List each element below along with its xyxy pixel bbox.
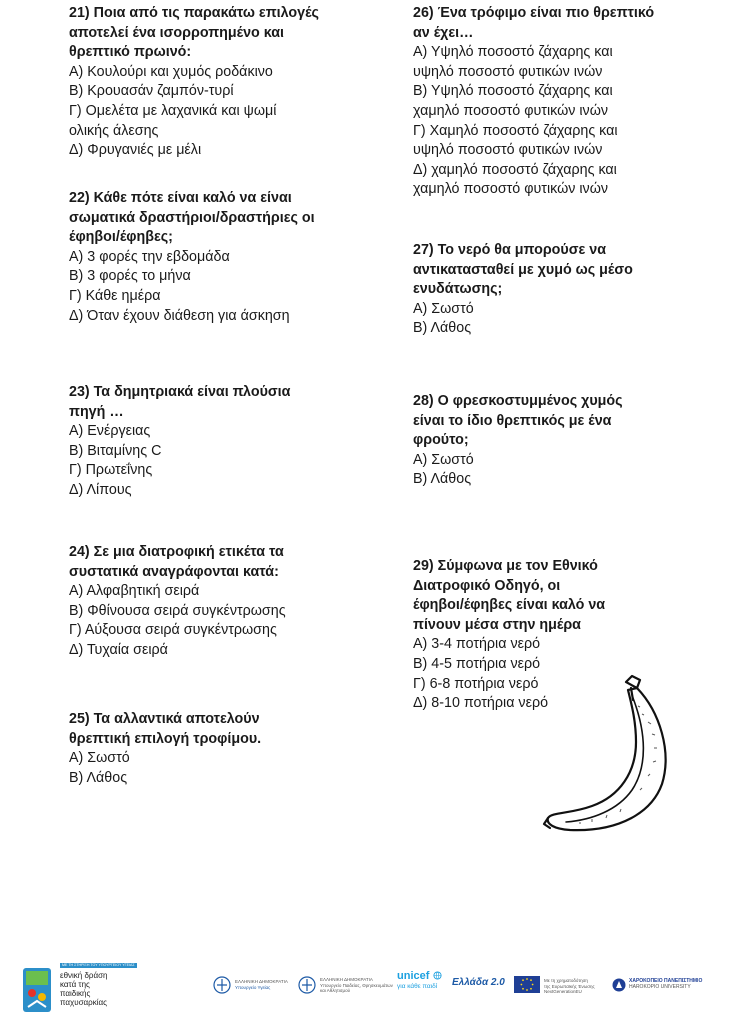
answer-option: Δ) Φρυγανιές με μέλι bbox=[69, 142, 202, 159]
logo-text: Υπουργείο Παιδείας, Θρησκευμάτων bbox=[320, 982, 393, 988]
answer-option: Β) Φθίνουσα σειρά συγκέντρωσης bbox=[69, 602, 286, 619]
unicef-logo bbox=[397, 970, 447, 1000]
greece-2-0-logo bbox=[452, 977, 514, 993]
logo-text: ΧΑΡΟΚΟΠΕΙΟ ΠΑΝΕΠΙΣΤΗΜΙΟ bbox=[629, 978, 703, 984]
logo-text: HAROKOPIO UNIVERSITY bbox=[629, 983, 691, 990]
question-26 bbox=[413, 4, 713, 200]
logo-text: NextGenerationEU bbox=[544, 989, 582, 994]
answer-option: ολικής άλεσης bbox=[69, 122, 159, 139]
question-title: είναι το ίδιο θρεπτικός με ένα bbox=[413, 412, 612, 429]
question-title: αποτελεί ένα ισορροπημένο και bbox=[69, 24, 284, 41]
program-line: παχυσαρκίας bbox=[60, 998, 107, 1007]
answer-option: Β) Βιταμίνης C bbox=[69, 442, 162, 459]
ministry-health-logo bbox=[213, 975, 295, 997]
program-line: κατά της bbox=[60, 980, 90, 989]
answer-option: υψηλό ποσοστό φυτικών ινών bbox=[413, 63, 603, 80]
program-name bbox=[60, 971, 107, 1007]
answer-option: Γ) Πρωτεΐνης bbox=[69, 462, 153, 479]
answer-option: Γ) Ομελέτα με λαχανικά και ψωμί bbox=[69, 102, 277, 119]
question-title: αντικατασταθεί με χυμό ως μέσο bbox=[413, 261, 633, 278]
answer-option: Β) Λάθος bbox=[413, 471, 472, 488]
answer-option: Α) Κουλούρι και χυμός ροδάκινο bbox=[69, 63, 273, 80]
answer-option: Α) Αλφαβητική σειρά bbox=[69, 583, 200, 600]
question-title: 25) Τα αλλαντικά αποτελούν bbox=[69, 711, 260, 727]
globe-icon bbox=[433, 971, 442, 980]
footer-logos bbox=[0, 955, 743, 1024]
eu-funding-logo bbox=[514, 976, 604, 996]
banana-illustration bbox=[540, 672, 715, 842]
ministry-education-logo bbox=[298, 975, 393, 999]
question-title: 29) Σύμφωνα με τον Εθνικό bbox=[413, 558, 598, 574]
logo-text: ΕΛΛΗΝΙΚΗ ΔΗΜΟΚΡΑΤΙΑ bbox=[235, 979, 288, 984]
question-title: σωματικά δραστήριοι/δραστήριες οι bbox=[69, 209, 315, 226]
answer-option: Α) Σωστό bbox=[69, 750, 130, 767]
question-23 bbox=[69, 383, 369, 501]
question-title: φρούτο; bbox=[413, 432, 469, 449]
question-24 bbox=[69, 543, 369, 661]
question-title: θρεπτική επιλογή τροφίμου. bbox=[69, 730, 262, 747]
question-title: πηγή … bbox=[69, 403, 124, 420]
question-title: 22) Κάθε πότε είναι καλό να είναι bbox=[69, 190, 292, 206]
question-title: Διατροφικό Οδηγό, οι bbox=[413, 577, 561, 594]
question-title: 27) Το νερό θα μπορούσε να bbox=[413, 242, 606, 258]
answer-option: Β) 4-5 ποτήρια νερό bbox=[413, 655, 541, 672]
answer-option: Γ) Αύξουσα σειρά συγκέντρωσης bbox=[69, 622, 277, 639]
question-title: έφηβοι/έφηβες είναι καλό να bbox=[413, 597, 606, 614]
logo-text: Υπουργείο Υγείας bbox=[235, 984, 271, 990]
program-logo bbox=[22, 963, 135, 1015]
unicef-subtitle: για κάθε παιδί bbox=[397, 983, 438, 990]
answer-option: Α) 3 φορές την εβδομάδα bbox=[69, 248, 230, 265]
greek-emblem-icon bbox=[298, 976, 316, 994]
question-21 bbox=[69, 4, 369, 161]
unicef-wordmark: unicef bbox=[397, 970, 430, 982]
question-22 bbox=[69, 189, 369, 326]
greece-2-0-wordmark: Ελλάδα 2.0 bbox=[452, 977, 505, 988]
answer-option: Γ) Κάθε ημέρα bbox=[69, 287, 161, 304]
question-title: συστατικά αναγράφονται κατά: bbox=[69, 563, 279, 580]
logo-text: και Αθλητισμού bbox=[320, 988, 351, 993]
answer-option: Δ) Λίπους bbox=[69, 481, 132, 498]
question-title: 23) Τα δημητριακά είναι πλούσια bbox=[69, 384, 291, 400]
answer-option: Α) Υψηλό ποσοστό ζάχαρης και bbox=[413, 44, 613, 61]
answer-option: Α) Ενέργειας bbox=[69, 423, 151, 440]
logo-text: Με τη χρηματοδότηση bbox=[544, 978, 588, 983]
answer-option: χαμηλό ποσοστό φυτικών ινών bbox=[413, 181, 609, 198]
program-line: παιδικής bbox=[60, 989, 91, 998]
answer-option: Δ) χαμηλό ποσοστό ζάχαρης και bbox=[413, 161, 617, 178]
answer-option: υψηλό ποσοστό φυτικών ινών bbox=[413, 142, 603, 159]
harokopio-emblem-icon bbox=[612, 978, 626, 992]
answer-option: Α) Σωστό bbox=[413, 300, 474, 317]
program-tag: ΜΕ ΤΗ ΣΤΗΡΙΞΗ ΤΟΥ ΥΠΟΥΡΓΕΙΟΥ ΥΓΕΙΑΣ bbox=[62, 963, 135, 967]
question-title: 26) Ένα τρόφιμο είναι πιο θρεπτικό bbox=[413, 5, 655, 21]
answer-option: Δ) 8-10 ποτήρια νερό bbox=[413, 695, 549, 712]
program-emblem-icon bbox=[22, 967, 52, 1013]
question-title: αν έχει… bbox=[413, 24, 474, 41]
logo-text: ΕΛΛΗΝΙΚΗ ΔΗΜΟΚΡΑΤΙΑ bbox=[320, 977, 373, 982]
question-title: ενυδάτωσης; bbox=[413, 281, 503, 298]
answer-option: Γ) Χαμηλό ποσοστό ζάχαρης και bbox=[413, 122, 618, 139]
answer-option: Β) 3 φορές το μήνα bbox=[69, 268, 191, 285]
question-title: 24) Σε μια διατροφική ετικέτα τα bbox=[69, 544, 284, 560]
answer-option: Δ) Όταν έχουν διάθεση για άσκηση bbox=[69, 307, 290, 324]
question-title: πίνουν μέσα στην ημέρα bbox=[413, 616, 581, 633]
answer-option: Α) Σωστό bbox=[413, 451, 474, 468]
greek-emblem-icon bbox=[213, 976, 231, 994]
answer-option: Δ) Τυχαία σειρά bbox=[69, 641, 168, 658]
answer-option: Γ) 6-8 ποτήρια νερό bbox=[413, 675, 539, 692]
eu-flag-icon bbox=[514, 976, 540, 993]
harokopio-logo bbox=[612, 977, 724, 995]
answer-option: Β) Υψηλό ποσοστό ζάχαρης και bbox=[413, 83, 613, 100]
answer-option: Β) Κρουασάν ζαμπόν-τυρί bbox=[69, 83, 234, 100]
question-title: έφηβοι/έφηβες; bbox=[69, 229, 173, 246]
question-25 bbox=[69, 710, 369, 788]
answer-option: Β) Λάθος bbox=[413, 320, 472, 337]
question-title: 21) Ποια από τις παρακάτω επιλογές bbox=[69, 5, 319, 21]
answer-option: χαμηλό ποσοστό φυτικών ινών bbox=[413, 102, 609, 119]
logo-text: της Ευρωπαϊκής Ένωσης bbox=[544, 983, 595, 989]
answer-option: Α) 3-4 ποτήρια νερό bbox=[413, 636, 541, 653]
program-line: εθνική δράση bbox=[60, 971, 108, 980]
question-27 bbox=[413, 241, 713, 339]
question-title: θρεπτικό πρωινό: bbox=[69, 44, 192, 61]
answer-option: Β) Λάθος bbox=[69, 769, 128, 786]
question-title: 28) Ο φρεσκοστυμμένος χυμός bbox=[413, 393, 623, 409]
question-28 bbox=[413, 392, 713, 490]
